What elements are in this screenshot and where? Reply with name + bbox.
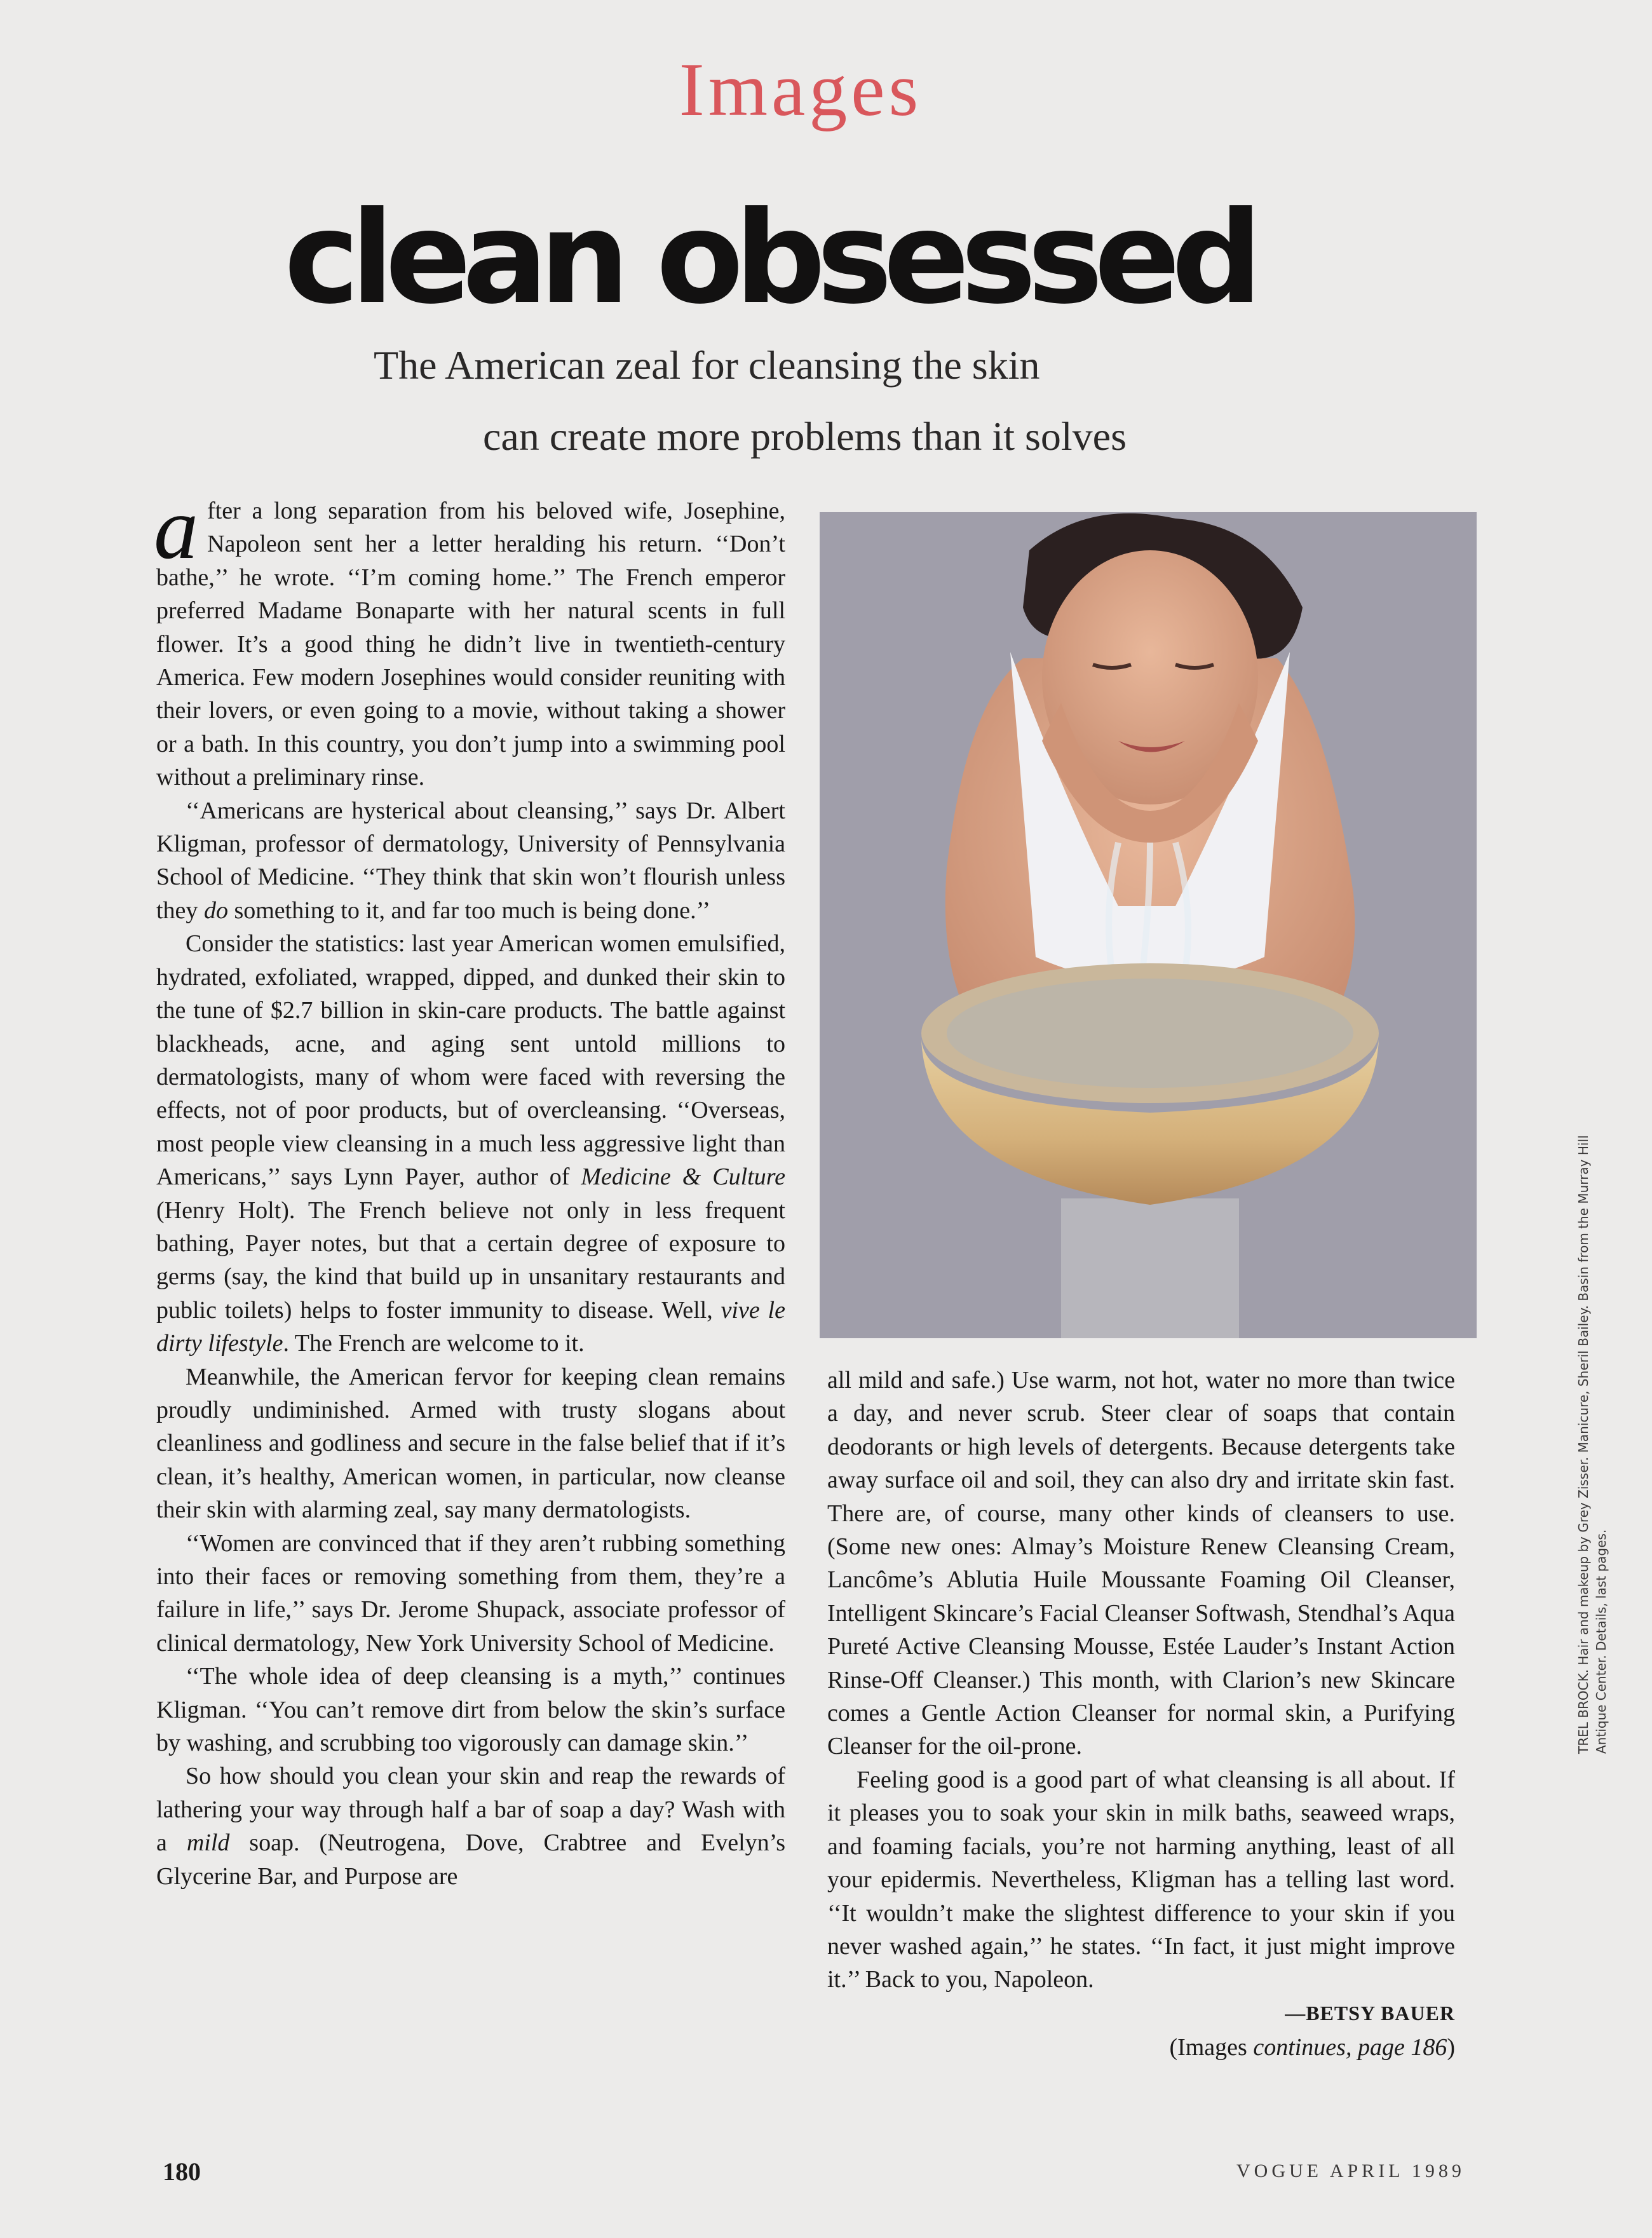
photo-woman-washing-face bbox=[820, 512, 1477, 1338]
article-column-left bbox=[154, 479, 786, 1893]
paragraph-8: all mild and safe.) Use warm, not hot, water no more than twice a day, and never scrub. Steer clear of soaps that contain deodorants or high levels of detergents. Because detergents take away surface oil and soil, they can also dry and irritate skin fast. There are, of course, many other kinds of cleansers to use. (Some new ones: Almay’s Moisture Renew Cleansing Cream, Lancôme’s Ablutia Huile Moussante Foaming Oil Cleanser, Intelligent Skincare’s Facial Cleanser Softwash, Stendhal’s Aqua Pureté Active Cleansing Mousse, Estée Lauder’s Instant Action Rinse-Off Cleanser.) This month, with Clarion’s new Skincare comes a Gentle Action Cleanser for normal skin, a Purifying Cleanser for the oil-prone. bbox=[827, 1367, 1455, 1760]
headline: clean obsessed bbox=[284, 184, 1254, 332]
author-signature: —BETSY BAUER bbox=[1285, 2001, 1455, 2024]
article-column-right bbox=[827, 1364, 1455, 2065]
paragraph-5: ‘‘Women are convinced that if they aren’t rubbing something into their faces or removing something from them, they’re a failure in life,’’ says Dr. Jerome Shupack, associate professor of clinical dermatology, New York University School of Medicine. bbox=[156, 1529, 785, 1657]
continuation-note: (Images continues, page 186) bbox=[1169, 2034, 1455, 2061]
paragraph-1: after a long separation from his beloved wife, Josephine, Napoleon sent her a letter heralding his return. ‘‘Don’t bathe,’’ he wrote. ‘‘I’m coming home.’’ The French emperor preferred Madame Bonaparte with her natural scents in full flower. It’s a good thing he didn’t live in twentieth-century America. Few modern Josephines would consider reuniting with their lovers, or even going to a movie, without taking a shower or a bath. In this country, you don’t jump into a swimming pool without a preliminary rinse. bbox=[154, 479, 785, 791]
paragraph-3: Consider the statistics: last year American women emulsified, hydrated, exfoliated, wrapped, dipped, and dunked their skin to the tune of $2.7 billion in skin-care products. The battle against blackheads, acne, and aging sent untold millions to dermatologists, many of whom were faced with reversing the effects, not of poor products, but of overcleansing. ‘‘Overseas, most people view cleansing in a much less aggressive light than Americans,’’ says Lynn Payer, author of Medicine & Culture (Henry Holt). The French believe not only in less frequent bathing, Payer notes, but that a certain degree of exposure to germs (say, the kind that build up in unsanitary restaurants and public toilets) helps to foster immunity to disease. Well, vive le dirty lifestyle. The French are welcome to it. bbox=[156, 930, 785, 1357]
paragraph-6: ‘‘The whole idea of deep cleansing is a myth,’’ continues Kligman. ‘‘You can’t remove dirt from below the skin’s surface by washing, and scrubbing too vigorously can damage skin.’’ bbox=[156, 1663, 785, 1757]
drop-cap: a bbox=[154, 479, 198, 578]
issue-line: VOGUE APRIL 1989 bbox=[1236, 2160, 1465, 2181]
paragraph-7: So how should you clean your skin and reap the rewards of lathering your way through half a bar of soap a day? Wash with a mild soap. (Neutrogena, Dove, Crabtree and Evelyn’s Glycerine Bar, and Purpose are bbox=[156, 1763, 786, 1890]
bowl-water bbox=[947, 979, 1353, 1088]
paragraph-2: ‘‘Americans are hysterical about cleansing,’’ says Dr. Albert Kligman, professor of dermatology, University of Pennsylvania School of Medicine. ‘‘They think that skin won’t flourish unless they do something to it, and far too much is being done.’’ bbox=[156, 797, 785, 924]
paragraph-9: Feeling good is a good part of what cleansing is all about. If it pleases you to soak your skin in milk baths, seaweed wraps, and foaming facials, you’re not harming anything, least of all your epidermis. Nevertheless, Kligman has a telling last word. ‘‘It wouldn’t make the slightest difference to your skin if you never washed again,’’ he states. ‘‘In fact, it just might improve it.’’ Back to you, Napoleon. bbox=[827, 1766, 1455, 1993]
deck-line-2: can create more problems than it solves bbox=[483, 414, 1127, 459]
paragraph-4: Meanwhile, the American fervor for keeping clean remains proudly undiminished. Armed with trusty slogans about cleanliness and godliness and secure in the false belief that if it’s clean, it’s healthy, American women, in particular, now cleanse their skin with alarming zeal, say many dermatologists. bbox=[156, 1363, 785, 1524]
deck-line-1: The American zeal for cleansing the skin bbox=[374, 342, 1040, 388]
section-title: Images bbox=[679, 47, 923, 132]
pedestal bbox=[1061, 1198, 1239, 1338]
photo-credit: TREL BROCK. Hair and makeup by Grey Zisser. Manicure, Sheril Bailey. Basin from the Murray Hill Antique Center. Details, last pages. bbox=[1576, 1135, 1609, 1754]
photo-illustration bbox=[820, 512, 1477, 1338]
page-number: 180 bbox=[163, 2157, 201, 2186]
